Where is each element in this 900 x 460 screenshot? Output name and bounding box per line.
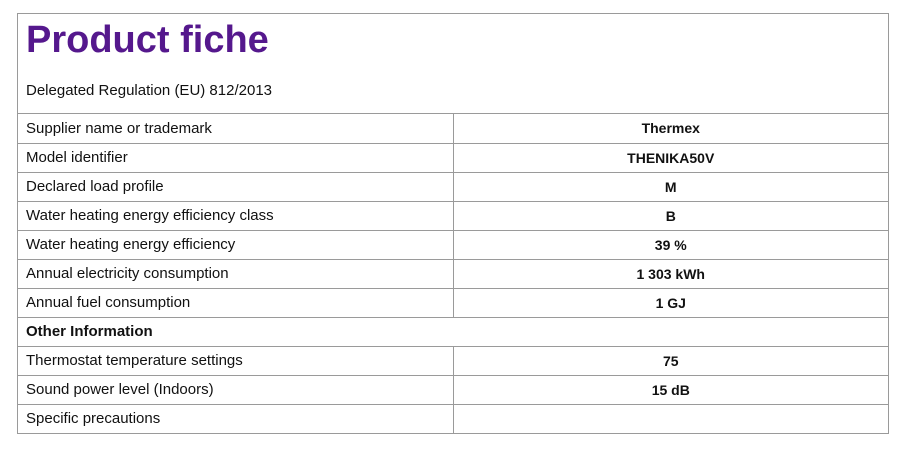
row-label: Specific precautions bbox=[18, 404, 453, 433]
row-value: 39 % bbox=[453, 230, 888, 259]
table-row-sound bbox=[18, 375, 888, 404]
row-value: THENIKA50V bbox=[453, 143, 888, 172]
table-row-load-profile bbox=[18, 172, 888, 201]
page-title: Product fiche bbox=[26, 19, 269, 61]
row-value: M bbox=[453, 172, 888, 201]
row-label: Sound power level (Indoors) bbox=[18, 375, 453, 404]
row-value: 15 dB bbox=[453, 375, 888, 404]
row-label: Water heating energy efficiency bbox=[18, 230, 453, 259]
table-row-fuel bbox=[18, 288, 888, 317]
row-value: 1 GJ bbox=[453, 288, 888, 317]
section-heading-row bbox=[18, 317, 888, 346]
table-row-supplier bbox=[18, 114, 888, 143]
table-row-thermostat bbox=[18, 346, 888, 375]
row-value: B bbox=[453, 201, 888, 230]
table-row-model bbox=[18, 143, 888, 172]
table-row-electricity bbox=[18, 259, 888, 288]
row-value bbox=[453, 404, 888, 433]
row-label: Model identifier bbox=[18, 143, 453, 172]
row-label: Declared load profile bbox=[18, 172, 453, 201]
regulation-reference: Delegated Regulation (EU) 812/2013 bbox=[26, 82, 272, 99]
row-value: 75 bbox=[453, 346, 888, 375]
product-fiche bbox=[17, 13, 889, 434]
row-value: 1 303 kWh bbox=[453, 259, 888, 288]
fiche-header bbox=[18, 14, 888, 114]
row-value: Thermex bbox=[453, 114, 888, 143]
row-label: Supplier name or trademark bbox=[18, 114, 453, 143]
row-label: Thermostat temperature settings bbox=[18, 346, 453, 375]
row-label: Annual electricity consumption bbox=[18, 259, 453, 288]
row-label: Annual fuel consumption bbox=[18, 288, 453, 317]
table-row-efficiency bbox=[18, 230, 888, 259]
section-heading: Other Information bbox=[18, 317, 888, 346]
row-label: Water heating energy efficiency class bbox=[18, 201, 453, 230]
table-row-precautions bbox=[18, 404, 888, 433]
fiche-table bbox=[18, 114, 888, 433]
table-row-efficiency-class bbox=[18, 201, 888, 230]
